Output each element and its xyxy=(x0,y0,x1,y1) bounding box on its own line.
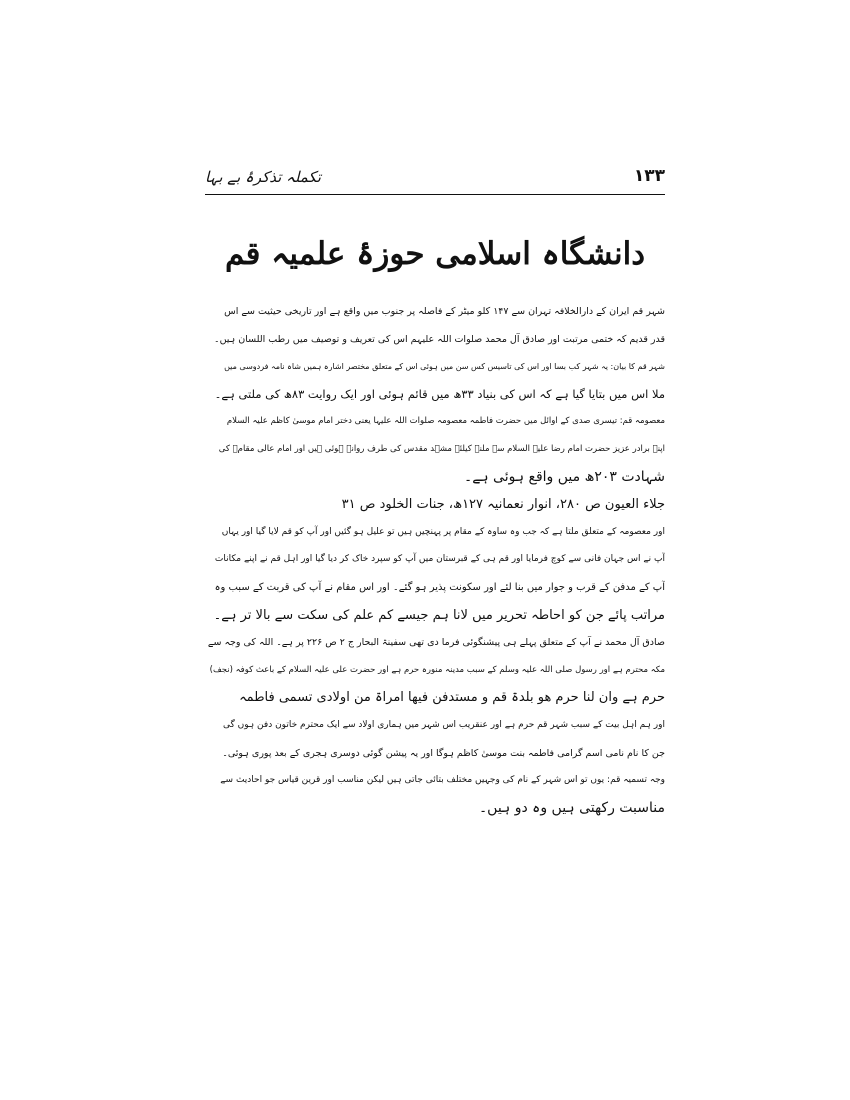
book-title: تکملہ تذکرۂ بے بہا xyxy=(205,168,321,186)
text-line: اور ہم اہل بیت کے سبب شہر قم حرم ہے اور عنقریب اس شہر میں ہماری اولاد سے ایک محترم خاتون دفن ہوں گی xyxy=(223,719,665,730)
text-line: قدر قدیم کہ ختمی مرتبت اور صادق آل محمد صلوات اللہ علیہم اس کی تعریف و توصیف میں رطب اللسان ہیں۔ xyxy=(214,333,665,345)
text-line: ملا اس میں بتایا گیا ہے کہ اس کی بنیاد ۳۳ھ میں قائم ہوئی اور ایک روایت ۸۳ھ کی ملتی ہے۔ xyxy=(214,386,665,401)
text-line: آپ کے مدفن کے قرب و جوار میں بنا لئے اور سکونت پذیر ہو گئے۔ اور اس مقام نے آپ کی قربت کے سبب وہ xyxy=(214,581,665,593)
text-line: اپنے برادر عزیز حضرت امام رضا علیہ السلام سے ملنے کیلئے مشہد مقدس کی طرف روانہ ہوئی ہیں اور امام عالی مقامؑ کی xyxy=(218,443,665,454)
text-line: صادق آل محمد نے آپ کے متعلق پہلے ہی پیشنگوئی فرما دی تھی سفینۃ البحار ج ۲ ص ۲۲۶ پر ہے۔ اللہ کی وجہ سے xyxy=(207,637,665,649)
text-line: اور معصومہ کے متعلق ملتا ہے کہ جب وہ ساوہ کے مقام پر پہنچیں ہیں تو علیل ہو گئیں اور آپ کو قم لایا گیا اور یہاں xyxy=(221,526,665,537)
text-line: شہادت ۲۰۳ھ میں واقع ہوئی ہے۔ xyxy=(463,468,665,485)
text-line: معصومہ قم: تیسری صدی کے اوائل میں حضرت فاطمہ معصومہ صلوات اللہ علیہا یعنی دختر امام موسیٰ کاظم علیہ السلام xyxy=(226,416,665,427)
reference-line: جلاء العیون ص ۲۸۰، انوار نعمانیہ ۱۲۷ھ، جنات الخلود ص ۳۱ xyxy=(341,497,665,513)
text-line: شہر قم کا بیان: یہ شہر کب بسا اور اس کی تاسیس کس سن میں ہوئی اس کے متعلق مختصر اشارہ ہمیں شاہ نامہ فردوسی میں xyxy=(224,362,665,372)
arabic-quote-line: حرم ہے وان لنا حرم ھو بلدۃ قم و مستدفن فیھا امراۃ من اولادی تسمی فاطمہ xyxy=(239,690,665,706)
text-line: مناسبت رکھتی ہیں وہ دو ہیں۔ xyxy=(478,799,665,816)
text-line: شہر قم ایران کے دارالخلافہ تہران سے ۱۴۷ کلو میٹر کے فاصلہ پر جنوب میں واقع ہے اور تاریخی حیثیت سے اس xyxy=(224,306,665,317)
body-text xyxy=(205,298,665,822)
text-line: مکہ محترم ہے اور رسول صلی اللہ علیہ وسلم کے سبب مدینہ منورہ حرم ہے اور حضرت علی علیہ السلام کے باعث کوفہ (نجف) xyxy=(209,664,665,675)
text-line: آپ نے اس جہان فانی سے کوچ فرمایا اور قم ہی کے قبرستان میں آپ کو سپرد خاک کر دیا گیا اور اہل قم نے اپنے مکانات xyxy=(214,554,665,565)
header-rule xyxy=(205,194,665,195)
text-line: جن کا نام نامی اسم گرامی فاطمہ بنت موسیٰ کاظم ہوگا اور یہ پیشن گوئی دوسری ہجری کے بعد پوری ہوئی۔ xyxy=(222,747,665,759)
running-header xyxy=(205,168,665,190)
chapter-title: دانشگاہ اسلامی حوزۂ علمیہ قم xyxy=(224,236,646,272)
text-line: مراتب پائے جن کو احاطہ تحریر میں لانا ہم جیسے کم علم کی سکت سے بالا تر ہے۔ xyxy=(213,607,665,623)
text-line: وجہ تسمیہ قم: یوں تو اس شہر کے نام کی وجہیں مختلف بتائی جاتی ہیں لیکن مناسب اور قرین قیاس جو احادیث سے xyxy=(220,775,665,786)
page-number: ۱۳۳ xyxy=(633,166,665,186)
